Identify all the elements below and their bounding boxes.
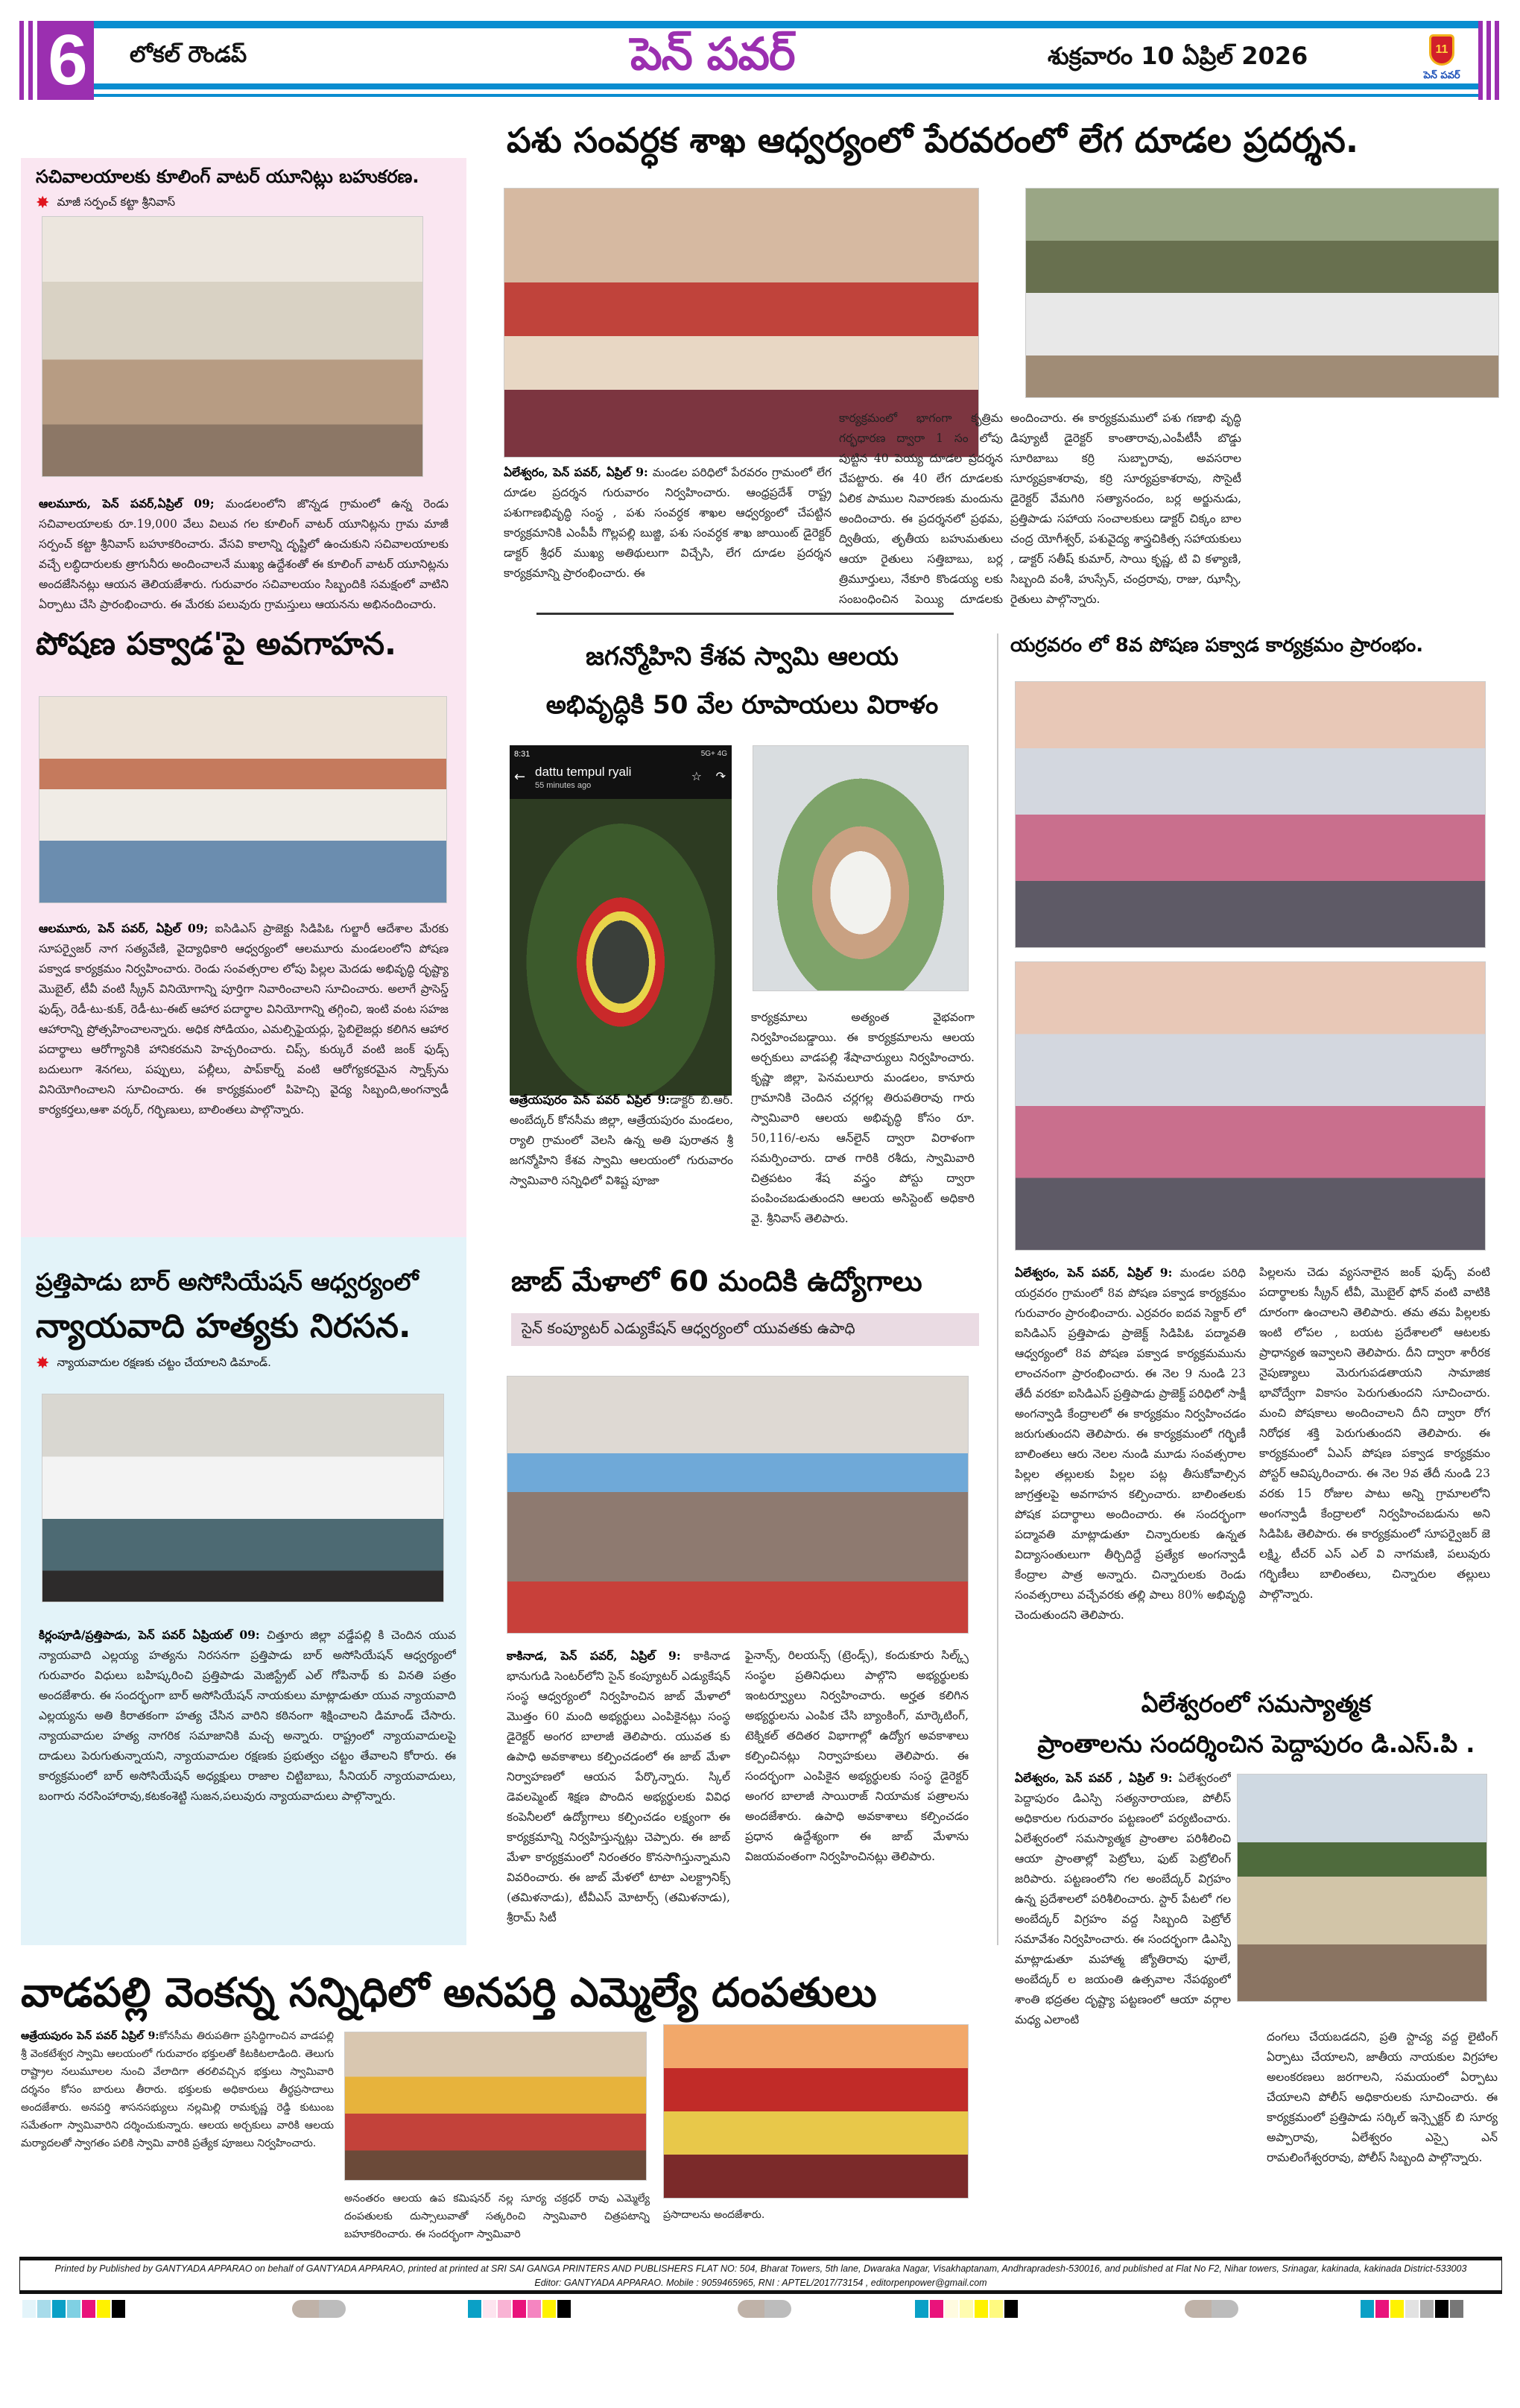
phone-post-time: 55 minutes ago — [535, 781, 592, 790]
headline: పోషణ పక్వాడ'పై అవగాహన. — [36, 625, 396, 662]
color-registration-strip-4 — [1361, 2300, 1465, 2318]
article-dsp-col2 — [1267, 2027, 1498, 2236]
dateline: ఆత్రేయపురం పెన్ పవర్ ఏప్రిల్ 9: — [21, 2030, 159, 2042]
article-calves — [507, 119, 1505, 162]
newspaper-title: పెన్ పవర్ — [630, 28, 795, 80]
body-text: మండల పరిధిలో పేరవరం గ్రామంలో లేగ దూడల ప్రదర్శన గురువారం నిర్వహించారు. ఆంధ్రప్రదేశ్ రాష్ట్ర పశుగాణభివృద్ధి సంస్థ , పశు సంవర్ధక శాఖల ఆధ్వర్యంలో చేపట్టిన కార్యక్రమానికి ఎంపీపీ గొల్లపల్లి బుజ్జి, పశు సంవర్ధక శాఖ జాయింట్ డైరెక్టర్ డాక్టర్ శ్రీధర్ ముఖ్య అతిథులుగా విచ్చేసి, లేగ దూడల ప్రదర్శన కార్యక్రమాన్ని ప్రారంభించారు. ఈ — [504, 466, 832, 580]
body-text: అనంతరం ఆలయ ఉప కమిషనర్ నల్ల సూర్య చక్రధర్ రావు ఎమ్మెల్యే దంపతులకు దుస్సాలువాతో సత్కరించి స్వామివారి చిత్రపటాన్ని బహూకరించారు. ఈ సందర్భంగా స్వామివారి — [344, 2193, 650, 2240]
article-calves-col1 — [504, 462, 832, 611]
issue-date: శుక్రవారం 10 ఏప్రిల్ 2026 — [1048, 42, 1308, 70]
headline: జాబ్ మేళాలో 60 మందికి ఉద్యోగాలు — [511, 1265, 922, 1298]
photo-job-mela-hall — [507, 1376, 969, 1634]
dateline: కాకినాడ, పెన్ పవర్, ఏప్రిల్ 9: — [507, 1649, 681, 1663]
article-calves-col2 — [839, 408, 1003, 611]
body-text: కాకినాడ భానుగుడి సెంటర్‌లోని సైన్ కంప్యూటర్ ఎడ్యుకేషన్ సంస్థ ఆధ్వర్యంలో నిర్వహించిన జాబ్ మేళాలో మొత్తం 60 మంది అభ్యర్థులు ఎంపికైనట్లు సంస్థ డైరెక్టర్ అంగర బాలాజీ తెలిపారు. యువత కు ఉపాధి అవకాశాలు కల్పించడంలో ఈ జాబ్ మేళా నిర్వాహణలో ఆయన పేర్కొన్నారు. స్కిల్ డెవలప్మెంట్ శిక్షణ పొందిన అభ్యర్థులకు వివిధ కంపెనీలలో ఉద్యోగాలు కల్పించడం లక్ష్యంగా ఈ కార్యక్రమాన్ని నిర్వహిస్తున్నట్లు చెప్పారు. ఈ జాబ్ మేళా కార్యక్రమంలో నిరంతరం కొనసాగిస్తున్నామని వివరించారు. ఈ జాబ్ మేళలో టాటా ఎలక్ట్రానిక్స్ (తమిళనాడు), టీవీఎస్ మోటార్స్ (తమిళనాడు), శ్రీరామ్ సిటీ — [507, 1649, 730, 1924]
article-calves-col3 — [1010, 408, 1241, 611]
article-jobmela — [511, 1264, 981, 1300]
photo-deity — [510, 799, 732, 1096]
article-yerravaram-col2 — [1259, 1263, 1490, 1687]
bullet-point — [36, 1356, 460, 1372]
photo-calves-ribbon-cutting — [1025, 188, 1499, 398]
body-text: చిత్తూరు జిల్లా వడ్డేపల్లి కి చెందిన యువ న్యాయవాది ఎల్లయ్య హత్యను నిరసనగా ప్రత్తిపాడు బార్ అసోసియేషన్ ఆధ్వర్యంలో గురువారం విధులు బహిష్కరించి ప్రత్తిపాడు మెజిస్ట్రేట్ ఎల్ గోపినాథ్ కు వినతి పత్రం అందజేశారు. ఈ సందర్భంగా బార్ అసోసియేషన్ నాయకులు మాట్లాడుతూ యువ న్యాయవాది ఎల్లయ్యను అతి కిరాతకంగా హత్య చేసిన వారిని కఠినంగా శిక్షించాలని డిమాండ్ చేసారు. న్యాయవాదుల హత్య నాగరిక సమాజానికి మచ్చ అన్నారు. రాష్ట్రంలో న్యాయవాదులపై దాడులు పెరుగుతున్నాయని, న్యాయవాదుల రక్షణకు ప్రభుత్వం చట్టం తేవాలని కోరారు. ఈ కార్యక్రమంలో బార్ అసోసియేషన్ అధ్యక్షులు రాజాల చిట్టిబాబు, సీనియర్ న్యాయవాదులు, బంగారు నరసింహారావు,కటకంశెట్టి సుజన,పలువురు న్యాయవాదులు పాల్గొన్నారు. — [39, 1628, 456, 1803]
section-name: లోకల్ రౌండప్ — [130, 42, 247, 68]
body-text: ప్రసాదాలను అందజేశారు. — [663, 2209, 765, 2221]
photo-mla-couple-2 — [663, 2024, 969, 2199]
headline-line2: న్యాయవాది హత్యకు నిరసన. — [36, 1307, 411, 1345]
starburst-icon: ✸ — [36, 194, 50, 212]
article-mla — [21, 1968, 1004, 2018]
article-mla-caption2 — [663, 2206, 969, 2228]
color-registration-strip-1 — [22, 2300, 127, 2318]
photo-mla-couple-1 — [344, 2032, 647, 2181]
masthead — [19, 21, 1499, 100]
article-temple — [504, 641, 981, 721]
body-text: అందించారు. ఈ కార్యక్రమములో పశు గణాభి వృద్ధి డిప్యూటీ డైరెక్టర్ కాంతారావు,ఎంపీటీసీ బొడ్డు సూరిబాబు కర్రి సుబ్బారావు, అవసరాల సూర్యప్రకాశరావు, కర్రి సూర్యప్రకాశరావు, సొసైటీ డైరెక్టర్ వేమగిరి సత్యానందం, బర్ల అర్జునుడు, ప్రత్తిపాడు సహాయ సంచాలకులు డాక్టర్ చిక్కం బాల చంద్ర యోగీశ్వర్, పశువైద్య శాస్త్రచికిత్స సహాయకులు , డాక్టర్ సతీష్ కుమార్, సాయి కృష్ణ, టి వి కళ్యాణి, సిబ్బంది వంశీ, హుస్సేన్, చంద్రరావు, రాజు, ఝాన్సీ, రైతులు పాల్గొన్నారు. — [1010, 411, 1241, 606]
masthead-right-stripes — [1478, 21, 1499, 100]
photo-yerravaram-anganwadi-2 — [1015, 961, 1486, 1251]
photo-bar-association-protest — [42, 1394, 444, 1602]
forward-icon: ↷ — [715, 769, 726, 783]
body-text: మండలంలోని జొన్నడ గ్రామంలో ఉన్న రెండు సచివాలయాలకు రూ.19,000 వేలు విలువ గల కూలింగ్ వాటర్ యూనిట్లను గ్రామ మాజీ సర్పంచ్ కట్టా శ్రీనివాస్ బహూకరించారు. వేసవి కాలాన్ని దృష్టిలో ఉంచుకుని సచివాలయాలకు వచ్చే లబ్ధిదారులకు త్రాగునీరు అందించాలనే ముఖ్య ఉద్దేశంతో ఈ కూలింగ్ వాటర్ యూనిట్లను అందజేసినట్లు ఆయన తెలియజేశారు. గురువారం సచివాలయం సిబ్బందికి సమక్షంలో వాటిని ఏర్పాటు చేసి ప్రారంభించారు. ఈ మేరకు పలువురు గ్రామస్తులు ఆయనను అభినందించారు. — [39, 497, 449, 611]
headline: యర్రవరం లో 8వ పోషణ పక్వాడ కార్యక్రమం ప్రారంభం. — [1010, 634, 1424, 657]
star-icon: ☆ — [691, 769, 702, 783]
body-text: ఏలేశ్వరంలో పెద్దాపురం డిఎస్పి సత్యనారాయణ, పోలీస్ అధికారుల గురువారం పట్టణంలో పర్యటించారు. ఏలేశ్వరంలో సమస్యాత్మక ప్రాంతాల పరిశీలించి ఆయా ప్రాంతాల్లో పెట్రోలు, ఫుట్ పెట్రోలింగ్ జరిపారు. పట్టణంలోని గల అంబేద్కర్ విగ్రహం ఉన్న ప్రదేశాలలో పరిశీలించారు. స్టార్ పేటలో గల అంబేద్కర్ విగ్రహం వద్ద సిబ్బంది పెట్రోల్ సమావేశం నిర్వహించారు. ఈ సందర్భంగా డిఎస్పి మాట్లాడుతూ మహాత్మ జ్యోతిరావు ఫూలే, అంబేద్కర్ ల జయంతి ఉత్సవాల నేపథ్యంలో శాంతి భద్రతల దృష్ట్యా పట్టణంలో ఆయా వర్గాల మధ్య ఎలాంటి — [1015, 1772, 1231, 2026]
column-divider — [997, 633, 998, 1945]
registration-pill-3 — [1185, 2300, 1238, 2318]
registration-pill-2 — [738, 2300, 791, 2318]
headline: పశు సంవర్ధక శాఖ ఆధ్వర్యంలో పేరవరంలో లేగ దూడల ప్రదర్శన. — [507, 120, 1359, 160]
phone-status-signal: 5G+ 4G — [700, 750, 727, 758]
registration-pill-1 — [292, 2300, 346, 2318]
imprint-line1: Printed by Published by GANTYADA APPARAO on behalf of GANTYADA APPARAO, printed at printed at SRI SAI GANGA PRINTERS AND PUBLISHERS FLAT NO: 504, Bharat Towers, 5th lane, Dwaraka Nagar, Visakhaptanam, Andhrapradesh-530016, and published at Flat No F2, Nihar towers, Srinagar, kakinada, kakinada District-533003 — [54, 2263, 1467, 2274]
article-cooling-body — [39, 493, 449, 615]
article-mla-col1 — [21, 2027, 334, 2243]
body-text: డాక్టర్ బి.ఆర్. అంబేద్కర్ కోనసీమ జిల్లా, ఆత్రేయపురం మండలం, ర్యాలి గ్రామంలో వెలసి ఉన్న అతి పురాతన శ్రీ జగన్మోహిని కేశవ స్వామి ఆలయంలో గురువారం స్వామివారి సన్నిధిలో విశిష్ట పూజా — [510, 1093, 733, 1187]
color-registration-strip-3 — [915, 2300, 1019, 2318]
body-text: కార్యక్రమంలో భాగంగా కృత్రిమ గర్భధారణ ద్వారా 1 సం లోపు పుట్టిన 40 పెయ్య దూడల ప్రదర్శన చేపట్టారు. ఈ 40 లేగ దూడలకు ఏలిక పాముల నివారణకు మందును అందించారు. ఈ ప్రదర్శనలో ప్రథమ, ద్వితీయ, తృతీయ బహుమతులు ఆయా రైతులు సత్తిబాబు, బర్ల త్రిమూర్తులు, నేకూరి కొండయ్య లకు సంబంధించిన పెయ్యి దూడలకు — [839, 411, 1003, 606]
dateline: ఏలేశ్వరం, పెన్ పవర్, ఏప్రిల్ 9: — [1015, 1265, 1173, 1280]
body-text: పిల్లలను చెడు వ్యసనాలైన జంక్ ఫుడ్స్ వంటి పదార్థాలకు స్క్రీన్ టీవీ, మొబైల్ ఫోన్ వంటి వాటికి దూరంగా ఉంచాలని తెలిపారు. తమ తమ పిల్లలకు ఇంటి లోపల , బయట ప్రదేశాలలో ఆటలకు ప్రాధాన్యత ఇవ్వాలని తెలిపారు. దీని ద్వారా శారీరక నైపుణ్యాలు మెరుగుపడతాయని సామాజిక భావోద్వేగా వికాసం పెరుగుతుందని సూచించారు. మంచి పోషకాలు అందించాలని దీని ద్వారా రోగ నిరోధక శక్తి పెరుగుతుందని తెలిపారు. ఈ కార్యక్రమంలో ఏఎస్ పోషణ పక్వాడ కార్యక్రమం పోస్టర్ ఆవిష్కరించారు. ఈ నెల 9వ తేదీ నుండి 23 వరకు 15 రోజుల పాటు అన్ని గ్రామాలలోని అంగన్వాడీ కేంద్రాలలో నిర్వహించబడును అని సిడిపిఓ తెలిపారు. ఈ కార్యక్రమంలో సూపర్వైజర్ జె లక్ష్మి, టీచర్ ఎస్ ఎల్ వి నాగమణి, పలువురు గర్భిణీలు బాలింతలు, చిన్నారుల తల్లులు పాల్గొన్నారు. — [1259, 1265, 1490, 1601]
article-dsp-col1 — [1015, 1768, 1231, 2081]
bullet-text: మాజీ సర్పంచ్ కట్టా శ్రీనివాస్ — [57, 195, 176, 209]
body-text: కార్యక్రమాలు అత్యంత వైభవంగా నిర్వహించబడ్డాయి. ఈ కార్యక్రమాలను ఆలయ అర్చకులు వాడపల్లి శేషాచార్యులు నిర్వహించారు. కృష్ణా జిల్లా, పెనమలూరు మండలం, కానూరు గ్రామానికి చెందిన చర్లగల్ల తిరుపతిరావు గారు స్వామివారి ఆలయ అభివృద్ధి కోసం రూ. 50,116/-లను ఆన్‌లైన్ ద్వారా విరాళంగా సమర్పించారు. దాత గారికి రశీదు, స్వామివారి చిత్రపటం శేష వస్త్రం పోస్టు ద్వారా పంపించబడుతుందని ఆలయ అసిస్టెంట్ అధికారి వై. శ్రీనివాస్ తెలిపారు. — [751, 1011, 975, 1225]
body-text: ఫైనాన్స్, రిలయన్స్ (ట్రెండ్స్), కందుకూరు సిల్క్స్ సంస్థల ప్రతినిధులు పాల్గొని అభ్యర్థులకు ఇంటర్వ్యూలు నిర్వహించారు. అర్హత కలిగిన అభ్యర్థులను ఎంపిక చేసి బ్యాంకింగ్, మార్కెటింగ్, టెక్నికల్ తదితర విభాగాల్లో ఉద్యోగ అవకాశాలు కల్పించినట్లు నిర్వాహకులు తెలిపారు. ఈ సందర్భంగా ఎంపికైన అభ్యర్థులకు సంస్థ డైరెక్టర్ అంగర బాలాజీ సాయిరాజ్ నియామక పత్రాలను అందజేశారు. ఉపాధి అవకాశాలు కల్పించడం ప్రధాన ఉద్దేశ్యంగా ఈ జాబ్ మేళాను విజయవంతంగా నిర్వహించినట్లు తెలిపారు. — [745, 1649, 969, 1863]
masthead-left-stripes — [19, 21, 42, 100]
headline-line1: ఏలేశ్వరంలో సమస్యాత్మక — [1141, 1690, 1372, 1718]
body-text: దంగలు చేయబడదని, ప్రతి స్టాచ్య వద్ద లైటింగ్ ఏర్పాటు చేయాలని, జాతీయ నాయకుల విగ్రహాల అలంకరణలు జరగాలని, సమయంలో ఏర్పాటు చేయాలని పోలీస్ అధికారులకు సూచించారు. ఈ కార్యక్రమంలో ప్రత్తిపాడు సర్కిల్ ఇన్స్పెక్టర్ బి సూర్య అప్పారావు, ఏలేశ్వరం ఎస్సై ఎన్ రామలింగేశ్వరరావు, పోలీస్ సిబ్బంది పాల్గొన్నారు. — [1267, 2030, 1498, 2164]
imprint-line2: Editor: GANTYADA APPARAO. Mobile : 9059465965, RNI : APTEL/2017/73154 , editorpenpower@gmail.com — [534, 2278, 987, 2288]
article-bar — [36, 1267, 460, 1372]
article-cooling — [36, 165, 453, 212]
photo-donor-portrait — [753, 745, 969, 991]
article-dsp — [1010, 1689, 1502, 1759]
photo-dsp-visit — [1237, 1774, 1487, 2002]
phone-screenshot-photo — [510, 745, 732, 1096]
body-text: కోనసీమ తిరుపతిగా ప్రసిద్ధిగాంచిన వాడపల్లి శ్రీ వెంకటేశ్వర స్వామి ఆలయంలో గురువారం భక్తులతో కిటకిటలాడింది. తెలుగు రాష్ట్రాల నలుమూలల నుంచి వేలాదిగా తరలివచ్చిన భక్తులు స్వామివారి దర్శనం కోసం బారులు తీరారు. భక్తులకు అధికారులు తీర్థప్రసాదాలు అందజేశారు. అనపర్తి శాసనసభ్యులు నల్లమిల్లి రామకృష్ణ రెడ్డి కుటుంబ సమేతంగా స్వామివారిని దర్శించుకున్నారు. ఆలయ అర్చకులు వారికి ఆలయ మర్యాదలతో స్వాగతం పలికి స్వామి వారికి ప్రత్యేక పూజలు నిర్వహించారు. — [21, 2030, 334, 2149]
article-jobmela-col2 — [745, 1646, 969, 1869]
headline-line1: ప్రత్తిపాడు బార్ అసోసియేషన్ ఆధ్వర్యంలో — [36, 1268, 419, 1296]
article-yerravaram-col1 — [1015, 1263, 1246, 1687]
section-divider — [536, 613, 954, 615]
photo-yerravaram-anganwadi-1 — [1015, 681, 1486, 948]
article-poshana — [36, 625, 453, 664]
dateline: ఆలమూరు, పెన్ పవర్, ఏప్రిల్ 09; — [39, 921, 209, 935]
article-bar-body — [39, 1625, 456, 1930]
bullet-point — [36, 195, 453, 212]
jobmela-subheadline: సైన్ కంప్యూటర్ ఎడ్యుకేషన్ ఆధ్వర్యంలో యువతకు ఉపాధి — [511, 1313, 979, 1346]
bullet-text: న్యాయవాదుల రక్షణకు చట్టం చేయాలని డిమాండ్. — [57, 1356, 271, 1369]
dateline: ఏలేశ్వరం, పెన్ పవర్, ఏప్రిల్ 9: — [504, 465, 648, 479]
logo-label: పెన్ పవర్ — [1423, 70, 1460, 81]
masthead-top-bar — [19, 21, 1499, 28]
headline: సచివాలయాలకు కూలింగ్ వాటర్ యూనిట్లు బహుకరణ. — [36, 166, 419, 187]
dateline: ఆలమూరు, పెన్ పవర్,ఏప్రిల్ 09; — [39, 496, 215, 511]
article-jobmela-col1 — [507, 1646, 730, 1929]
starburst-icon: ✸ — [36, 1354, 50, 1373]
headline-line2: అభివృద్ధికి 50 వేల రూపాయలు విరాళం — [545, 689, 939, 720]
dateline: ఆత్రేయపురం పెన్ పవర్ ఏప్రిల్ 9: — [510, 1093, 671, 1107]
body-text: మండల పరిధి యర్రవరం గ్రామంలో 8వ పోషణ పక్వాడ కార్యక్రమం గురువారం ప్రారంభించారు. ఎర్రవరం ఐదవ సెక్టార్ లో ఐసిడిఎస్ ప్రత్తిపాడు ప్రాజెక్ట్ సిడిపిఓ పద్మావతి ఆధ్వర్యంలో 8వ పోషణ పక్వాడ కార్యక్రమమును లాంచనంగా ప్రారంభించారు. ఈ నెల 9 నుండి 23 తేదీ వరకూ ఐసిడిఎస్ ప్రత్తిపాడు ప్రాజెక్ట్ పరిధిలో సాక్షీ అంగన్వాడి కేంద్రాలలో ఈ కార్యక్రమం నిర్వహించడం జరుగుతుందని తెలిపారు. ఈ కార్యక్రమంలో గర్భిణీ బాలింతలు ఆరు నెలల నుండి మూడు సంవత్సరాల పిల్లల తల్లులకు పిల్లల పట్ల తీసుకోవాల్సిన జాగ్రత్తలపై అవగాహన కల్పించారు. బాలింతలకు పోషక పదార్థాలు అందించారు. ఈ సందర్భంగా పద్మావతి మాట్లాడుతూ చిన్నారులకు ఉన్నత విద్యాసంతులుగా తీర్చిదిద్దే ప్రత్యేక అంగన్వాడీ కేంద్రాల పాత్ర అన్నారు. చిన్నారులకు రెండు సంవత్సరాలు వచ్చేవరకు తల్లి పాలు 80% అభివృద్ధి చెందుతుందని తెలిపారు. — [1015, 1266, 1246, 1622]
body-text: ఐసిడిఎస్ ప్రాజెక్టు సిడిపిఓ గుల్జారీ ఆదేశాల మేరకు సూపర్వైజర్ నాగ సత్యవేణి, వైద్యాధికారి ఆధ్వర్యంలో ఆలమూరు మండలంలోని పోషణ పక్వాడ కార్యక్రమం నిర్వహించారు. రెండు సంవత్సరాల లోపు పిల్లల మెదడు అభివృద్ధి దృష్ట్యా మొబైల్, టీవీ వంటి స్క్రీన్ వినియోగాన్ని పూర్తిగా నివారించాలని సూచించారు. అలాగే ప్రాసెస్డ్ ఫుడ్స్, రెడీ-టు-కుక్, రెడీ-టు-ఈట్ ఆహార పదార్థాల వినియోగాన్ని తగ్గించి, ఇంటి వంట సహజ ఆహారాన్ని ప్రోత్సహించాలన్నారు. అధిక సోడియం, ఎమల్సిఫైయర్లు, స్టెబిలైజర్లు కలిగిన ఆహార పదార్థాలు ఆరోగ్యానికి హానికరమని హెచ్చరించారు. చిప్స్, కుర్కురే వంటి జంక్ ఫుడ్స్ బదులుగా శెనగలు, పప్పులు, పల్లీలు, పాప్‌కార్న్ వంటి ఆరోగ్యకరమైన స్నాక్స్‌ను వినియోగించాలని సూచించారు. ఈ కార్యక్రమంలో పిహెచ్సి వైద్య సిబ్బంది,అంగన్వాడీ కార్యకర్తలు,ఆశా వర్కర్, గర్భిణులు, బాలింతలు పాల్గొన్నారు. — [39, 922, 449, 1116]
print-imprint — [19, 2257, 1502, 2294]
photo-poshana-awareness — [39, 696, 447, 903]
article-poshana-body — [39, 918, 449, 1239]
dateline: కిర్లంపూడి/ప్రత్తిపాడు, పెన్ పవర్ ఏప్రియల్ 09: — [39, 1628, 260, 1642]
newspaper-logo — [1420, 31, 1463, 92]
headline-line2: ప్రాంతాలను సందర్శించిన పెద్దాపురం డి.ఎస్.పి . — [1037, 1730, 1475, 1758]
headline: వాడపల్లి వెంకన్న సన్నిధిలో అనపర్తి ఎమ్మెల్యే దంపతులు — [21, 1969, 877, 2016]
phone-status-time: 8:31 — [514, 750, 531, 759]
phone-post-title: dattu tempul ryali — [535, 765, 632, 779]
color-registration-strip-2 — [468, 2300, 572, 2318]
article-yerravaram — [1010, 633, 1502, 658]
masthead-bottom-rule — [19, 94, 1499, 97]
article-mla-caption1 — [344, 2190, 650, 2249]
back-arrow-icon: ← — [514, 769, 526, 785]
photo-cooling-water-handover — [42, 216, 423, 477]
page-number: 6 — [42, 21, 94, 100]
article-temple-col1 — [510, 1090, 733, 1239]
dateline: ఏలేశ్వరం, పెన్ పవర్ , ఏప్రిల్ 9: — [1015, 1771, 1173, 1785]
article-temple-col2 — [751, 1008, 975, 1246]
headline-line1: జగన్మోహిని కేశవ స్వామి ఆలయ — [586, 642, 899, 671]
anniversary-shield-icon: 11 — [1429, 34, 1454, 66]
